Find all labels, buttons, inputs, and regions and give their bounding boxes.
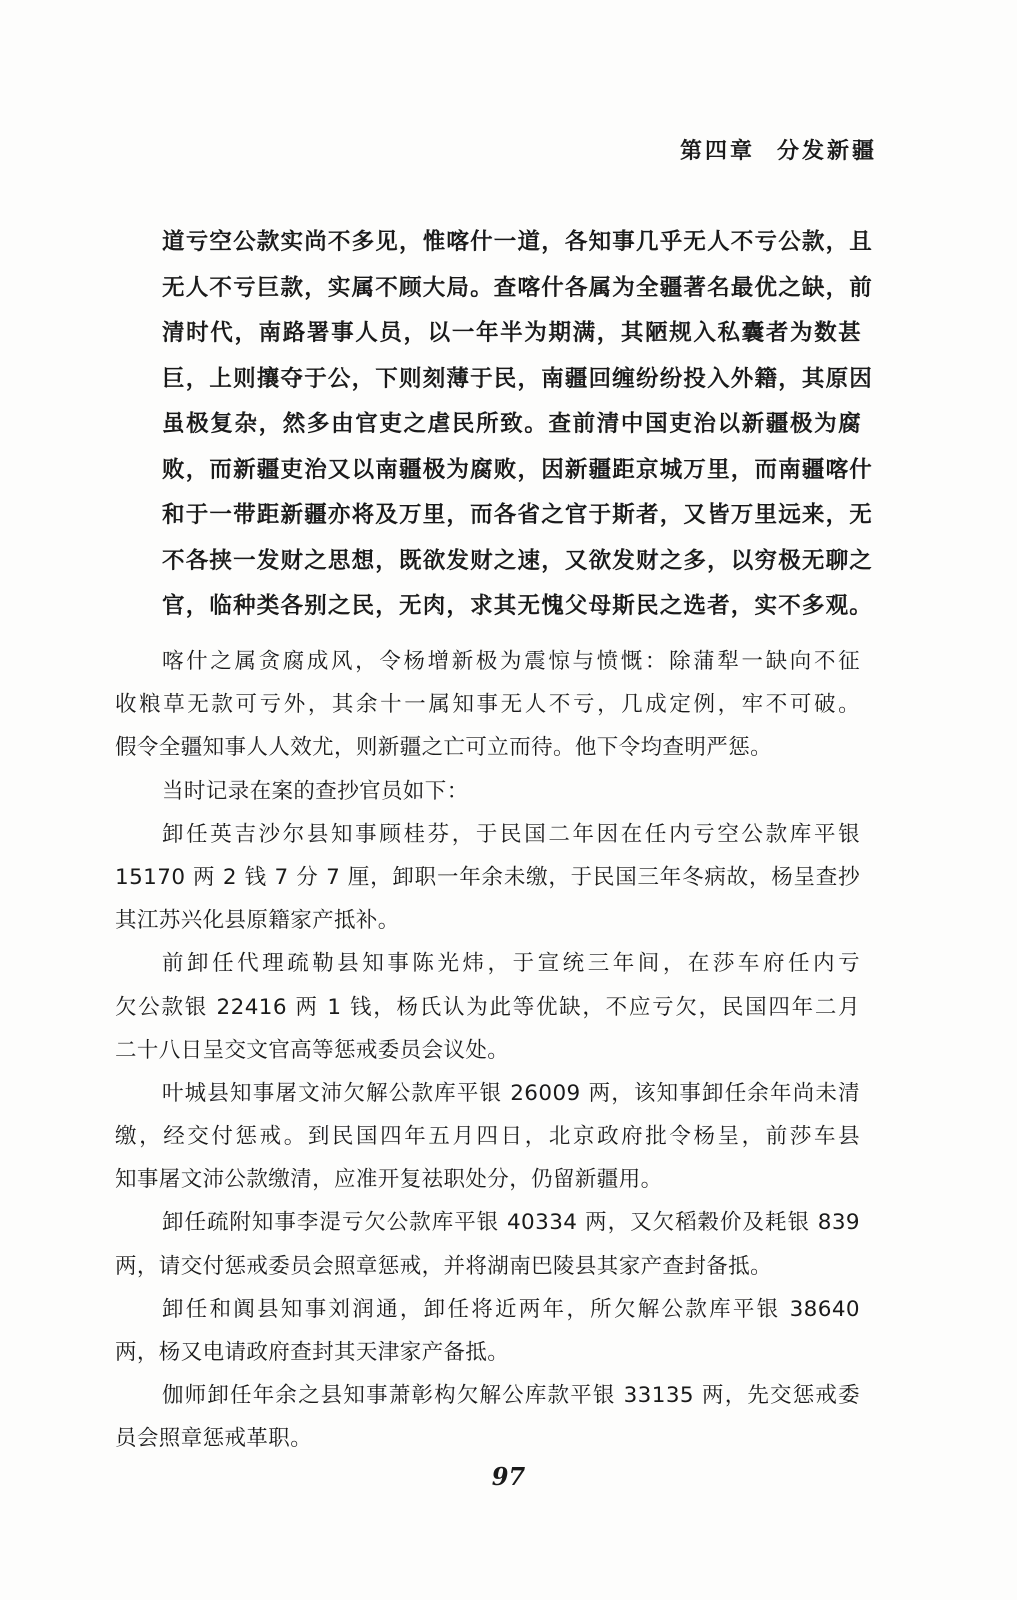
paragraph-line: 二十八日呈交文官高等惩戒委员会议处。 [115, 1037, 510, 1063]
paragraph-line: 缴，经交付惩戒。到民国四年五月四日，北京政府批令杨呈，前莎车县 [115, 1124, 860, 1150]
body-text [115, 640, 860, 1461]
paragraph-line: 卸任疏附知事李湜亏欠公款库平银 40334 两，又欠稻穀价及耗银 839 [162, 1210, 860, 1236]
quote-line: 清时代，南路署事人员，以一年半为期满，其陋规入私囊者为数甚 [162, 320, 862, 346]
quote-line: 败，而新疆吏治又以南疆极为腐败，因新疆距京城万里，而南疆喀什 [162, 456, 874, 483]
paragraph-line: 卸任和阗县知事刘润通，卸任将近两年，所欠解公款库平银 38640 [162, 1296, 860, 1322]
paragraph-line: 知事屠文沛公款缴清，应准开复祛职处分，仍留新疆用。 [115, 1167, 663, 1193]
paragraph [115, 640, 860, 770]
paragraph-line: 前卸任代理疏勒县知事陈光炜，于宣统三年间，在莎车府任内亏 [162, 951, 860, 977]
quote-line: 不各挟一发财之思想，既欲发财之速，又欲发财之多，以穷极无聊之 [162, 547, 874, 574]
quote-line: 道亏空公款实尚不多见，惟喀什一道，各知事几乎无人不亏公款，且 [162, 229, 874, 255]
quote-line: 和于一带距新疆亦将及万里，而各省之官于斯者，又皆万里远来，无 [162, 502, 874, 528]
paragraph-line: 当时记录在案的查抄官员如下： [162, 778, 469, 804]
paragraph-line: 喀什之属贪腐成风，令杨增新极为震惊与愤慨：除蒲犁一缺向不征 [162, 649, 860, 674]
paragraph [115, 1374, 860, 1460]
paragraph [115, 1288, 860, 1374]
paragraph [115, 770, 860, 813]
chapter-title: 分发新疆 [776, 138, 877, 164]
paragraph-line: 15170 两 2 钱 7 分 7 厘，卸职一年余未缴，于民国三年冬病故，杨呈查抄 [115, 864, 860, 890]
paragraph-line: 欠公款银 22416 两 1 钱，杨氏认为此等优缺，不应亏欠，民国四年二月 [115, 994, 860, 1020]
chapter-number: 第四章 [679, 138, 755, 164]
quote-line: 无人不亏巨款，实属不顾大局。查喀什各属为全疆著名最优之缺，前 [162, 274, 874, 301]
paragraph-line: 两，杨又电请政府查封其天津家产备抵。 [115, 1340, 510, 1365]
paragraph-line: 伽师卸任年余之县知事萧彰构欠解公库款平银 33135 两，先交惩戒委 [162, 1383, 860, 1409]
running-header [680, 134, 877, 165]
paragraph-line: 收粮草无款可亏外，其余十一属知事无人不亏，几成定例，牢不可破。 [115, 692, 860, 718]
paragraph-line: 假令全疆知事人人效尤，则新疆之亡可立而待。他下令均查明严惩。 [115, 735, 773, 761]
paragraph-line: 其江苏兴化县原籍家产抵补。 [115, 908, 400, 934]
quoted-passage [162, 220, 874, 630]
quote-line: 官，临种类各别之民，无肉，求其无愧父母斯民之选者，实不多观。 [162, 593, 874, 619]
paragraph-line: 员会照章惩戒革职。 [115, 1426, 313, 1452]
page-number: 97 [491, 1462, 526, 1491]
paragraph-line: 叶城县知事屠文沛欠解公款库平银 26009 两，该知事卸任余年尚未清 [162, 1080, 860, 1106]
paragraph [115, 813, 860, 943]
quote-line: 虽极复杂，然多由官吏之虐民所致。查前清中国吏治以新疆极为腐 [162, 411, 862, 437]
paragraph [115, 1072, 860, 1202]
paragraph [115, 1201, 860, 1287]
paragraph-line: 卸任英吉沙尔县知事顾桂芬，于民国二年因在任内亏空公款库平银 [162, 821, 860, 847]
paragraph-line: 两，请交付惩戒委员会照章惩戒，并将湖南巴陵县其家产查封备抵。 [115, 1253, 773, 1279]
paragraph [115, 942, 860, 1072]
quote-line: 巨，上则攘夺于公，下则刻薄于民，南疆回缠纷纷投入外籍，其原因 [162, 365, 874, 392]
